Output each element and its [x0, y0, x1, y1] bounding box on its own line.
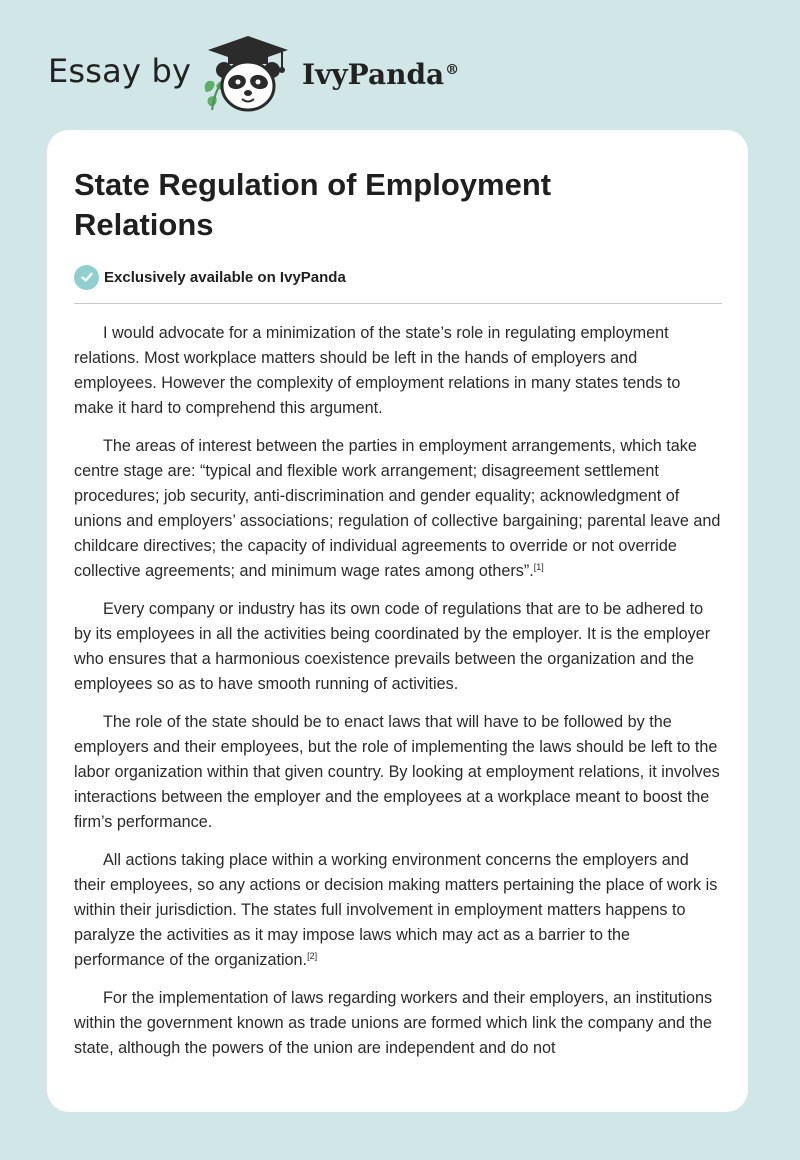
badge-text: Exclusively available on IvyPanda [104, 268, 346, 286]
paragraph-text: For the implementation of laws regarding workers and their employers, an institutions within the government known as trade unions are formed which link the company and the state, although the powers of the union are independent and do not [74, 989, 713, 1057]
essay-card [47, 130, 748, 1112]
brand-name [302, 58, 459, 91]
paragraph [74, 434, 724, 584]
divider [74, 303, 722, 304]
paragraph-text: All actions taking place within a working environment concerns the employers and their employees, so any actions or decision making matters pertaining the place of work is within their jurisdiction. The states full involvement in employment matters happens to paralyze the activities as it may impose laws which may act as a barrier to the performance of the organization. [74, 851, 718, 969]
paragraph-text: The role of the state should be to enact laws that will have to be followed by the employers and their employees, but the role of implementing the laws should be left to the labor organization within that given country. By looking at employment relations, it involves interactions between the employer and the employees at a workplace meant to boost the firm’s performance. [74, 713, 720, 831]
check-icon [74, 265, 99, 290]
paragraph-text: The areas of interest between the parties in employment arrangements, which take centre stage are: “typical and flexible work arrangement; disagreement settlement procedures; job security, anti-discrimination and gender equality; acknowledgment of unions and employers’ associations; regulation of collective bargaining; parental leave and childcare directives; the capacity of individual agreements to override or not override collective agreements; and minimum wage rates among others”. [74, 437, 721, 580]
essay-body [74, 321, 724, 1074]
paragraph [74, 986, 724, 1061]
essay-title: State Regulation of Employment Relations [74, 167, 552, 242]
panda-graduate-icon [200, 34, 296, 114]
paragraph [74, 321, 724, 421]
paragraph-text: I would advocate for a minimization of the state’s role in regulating employment relations. Most workplace matters should be left in the hands of employers and employees. However the complexity of employment relations in many states tends to make it hard to comprehend this argument. [74, 324, 681, 417]
brand-name-text: IvyPanda [302, 58, 445, 91]
registered-mark: ® [445, 61, 460, 78]
paragraph [74, 597, 724, 697]
paragraph [74, 710, 724, 835]
exclusive-badge [74, 264, 346, 290]
footnote-ref[interactable]: [2] [307, 951, 318, 961]
footnote-ref[interactable]: [1] [533, 562, 544, 572]
site-header [48, 30, 748, 116]
brand-prefix: Essay by [48, 52, 192, 90]
paragraph-text: Every company or industry has its own code of regulations that are to be adhered to by its employees in all the activities being coordinated by the employer. It is the employer who ensures that a harmonious coexistence prevails between the organization and the employees so as to have smooth running of activities. [74, 600, 711, 693]
paragraph [74, 848, 724, 973]
